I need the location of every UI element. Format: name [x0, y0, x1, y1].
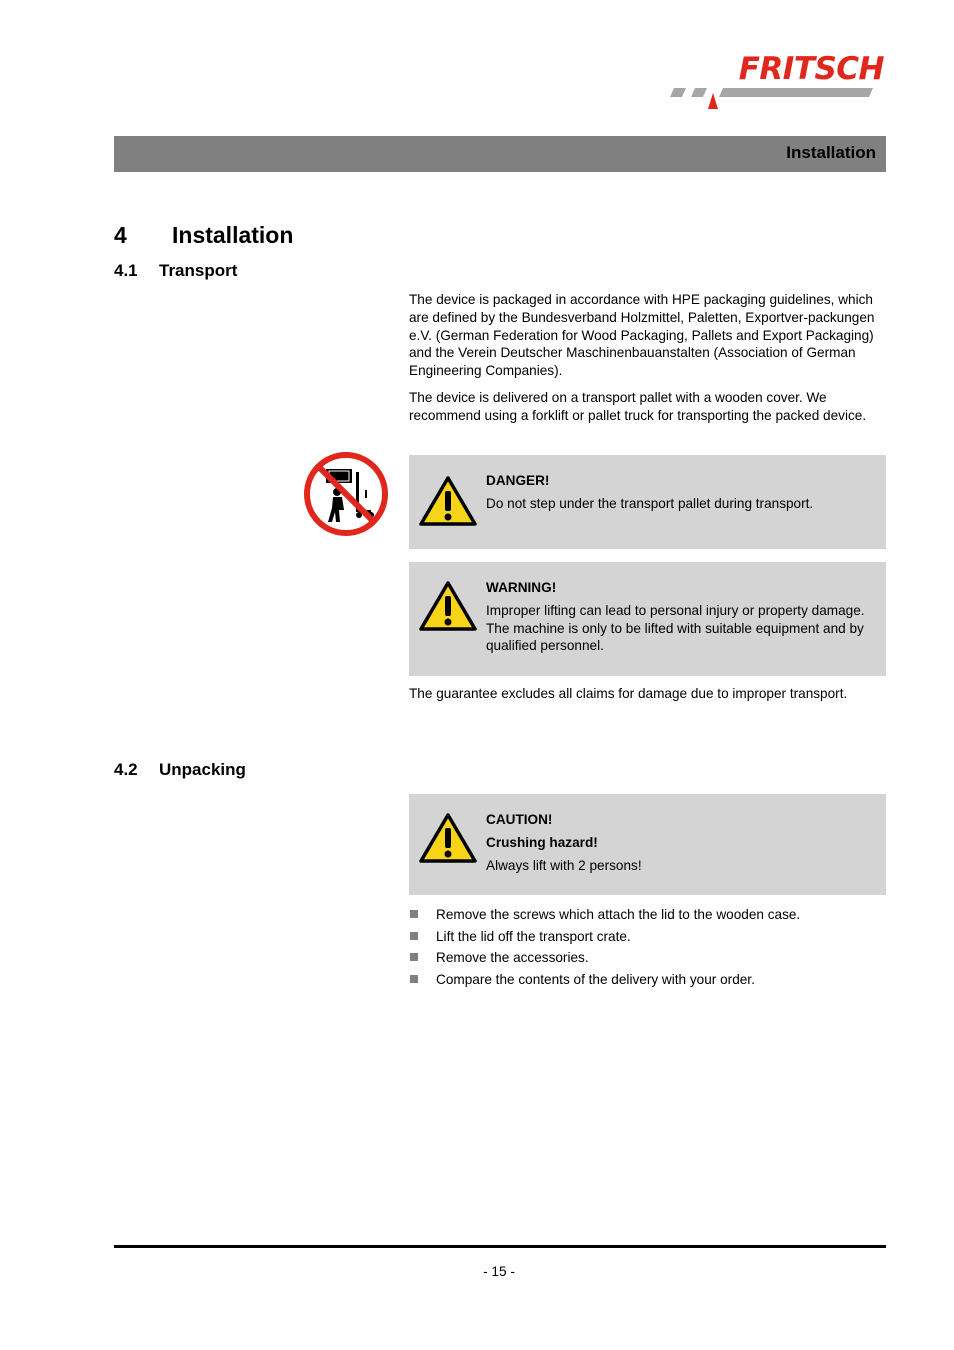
- chapter-number: 4: [114, 222, 127, 248]
- section-number: 4.1: [114, 261, 138, 280]
- notice-subtitle: Crushing hazard!: [486, 834, 598, 850]
- notice-label: DANGER!: [486, 473, 550, 488]
- page-number: - 15 -: [483, 1264, 515, 1279]
- bullet-square-icon: [410, 953, 418, 961]
- list-item: [409, 904, 887, 926]
- warning-triangle-icon: [418, 475, 478, 527]
- fritsch-logo: [668, 52, 888, 112]
- bullet-square-icon: [410, 975, 418, 983]
- chapter-title: Installation: [172, 222, 294, 248]
- no-standing-under-load-icon: [304, 452, 388, 536]
- notice-message: Do not step under the transport pallet during transport.: [486, 495, 814, 511]
- list-item: [409, 969, 887, 991]
- bullet-square-icon: [410, 932, 418, 940]
- step-text: Remove the screws which attach the lid to the wooden case.: [436, 907, 801, 922]
- section-header-bar: [114, 136, 886, 172]
- warning-notice: [409, 562, 886, 676]
- unpacking-steps-list: [409, 904, 887, 990]
- bullet-square-icon: [410, 910, 418, 918]
- notice-label: WARNING!: [486, 580, 557, 595]
- transport-paragraph-2: The device is delivered on a transport pallet with a wooden cover. We recommend using a forklift or pallet truck for transporting the packed device.: [409, 390, 867, 423]
- caution-notice: [409, 794, 886, 895]
- logo-stripes-icon: [668, 52, 888, 112]
- danger-notice: [409, 455, 886, 549]
- guarantee-note: The guarantee excludes all claims for damage due to improper transport.: [409, 686, 848, 701]
- section-title: Unpacking: [159, 760, 246, 779]
- warning-triangle-icon: [418, 812, 478, 864]
- notice-label: CAUTION!: [486, 812, 553, 827]
- transport-paragraph-1: The device is packaged in accordance with HPE packaging guidelines, which are defined by the Bundesverband Holzmittel, Paletten, Exportver-packungen e.V. (German Federation for Wood Packaging, Pallets and Export Packaging) and the Verein Deutscher Maschinenbauanstalten (Association of German Engineering Companies).: [409, 292, 875, 379]
- notice-message: Always lift with 2 persons!: [486, 857, 642, 873]
- list-item: [409, 947, 887, 969]
- logo-wordmark: FRITSCH: [738, 51, 884, 87]
- warning-triangle-icon: [418, 580, 478, 632]
- step-text: Remove the accessories.: [436, 950, 589, 965]
- section-title: Transport: [159, 261, 238, 280]
- step-text: Lift the lid off the transport crate.: [436, 928, 631, 944]
- header-section-title: Installation: [786, 143, 876, 162]
- step-text: Compare the contents of the delivery with your order.: [436, 971, 755, 987]
- section-number: 4.2: [114, 760, 138, 779]
- list-item: [409, 926, 887, 948]
- notice-message: Improper lifting can lead to personal injury or property damage. The machine is only to be lifted with suitable equipment and by qualified personnel.: [486, 602, 865, 654]
- footer-divider: [114, 1245, 886, 1248]
